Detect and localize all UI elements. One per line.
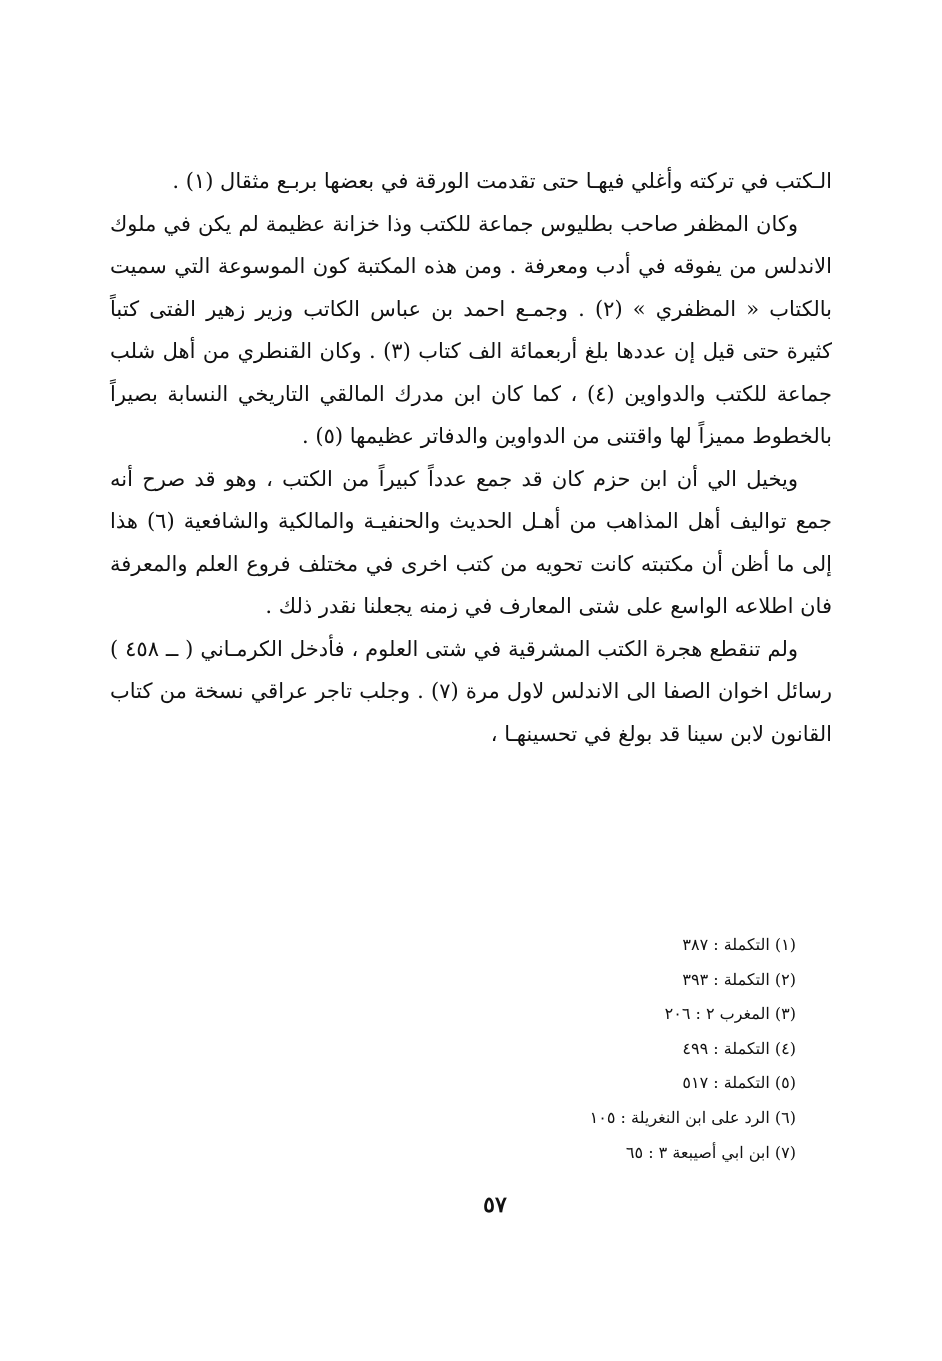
paragraph-4: ولم تنقطع هجرة الكتب المشرقية في شتى العلوم ، فأدخل الكرمـاني ( ــ ٤٥٨ ) رسائل اخوان الصفا الى الاندلس لاول مرة (٧) . وجلب تاجر عراقي نسخة من كتاب القانون لابن سينا قد بولغ في تحسينهـا ،	[110, 636, 832, 746]
footnotes	[396, 928, 796, 1170]
footnote-3: (٣) المغرب ٢ : ٢٠٦	[664, 1004, 796, 1024]
page-number: ٥٧	[483, 1192, 507, 1218]
footnote-6: (٦) الرد على ابن النغريلة : ١٠٥	[589, 1107, 796, 1127]
footnote-4: (٤) التكملة : ٤٩٩	[682, 1038, 796, 1058]
paragraph-2: وكان المظفر صاحب بطليوس جماعة للكتب وذا خزانة عظيمة لم يكن في ملوك الاندلس من يفوقه في أدب ومعرفة . ومن هذه المكتبة كون الموسوعة التي سميت بالكتاب « المظفري » (٢) . وجمـع احمد بن عباس الكاتب وزير زهير الفتى كتباً كثيرة حتى قيل إن عددها بلغ أربعمائة الف كتاب (٣) . وكان القنطري من أهل شلب جماعة للكتب والدواوين (٤) ، كما كان ابن مدرك المالقي التاريخي النسابة بصيراً بالخطوط مميزاً لها واقتنى من الدواوين والدفاتر عظيمها (٥) .	[110, 211, 833, 448]
footnote-5: (٥) التكملة : ٥١٧	[682, 1073, 796, 1093]
footnote-7: (٧) ابن ابي أصيبعة ٣ : ٦٥	[625, 1142, 796, 1162]
paragraph-3: ويخيل الي أن ابن حزم كان قد جمع عدداً كبيراً من الكتب ، وهو قد صرح أنه جمع تواليف أهل المذاهب من أهـل الحديث والحنفيـة والمالكية والشافعية (٦) هذا إلى ما أظن أن مكتبته كانت تحويه من كتب اخرى في مختلف فروع العلم والمعرفة فان اطلاعه الواسع على شتى المعارف في زمنه يجعلنا نقدر ذلك .	[110, 466, 832, 618]
footnote-2: (٢) التكملة : ٣٩٣	[682, 969, 796, 989]
footnote-1: (١) التكملة : ٣٨٧	[682, 935, 796, 954]
body-text	[110, 160, 832, 755]
paragraph-1: الـكتب في تركته وأغلي فيهـا حتى تقدمت الورقة في بعضها بربـع مثقال (١) .	[172, 169, 832, 193]
